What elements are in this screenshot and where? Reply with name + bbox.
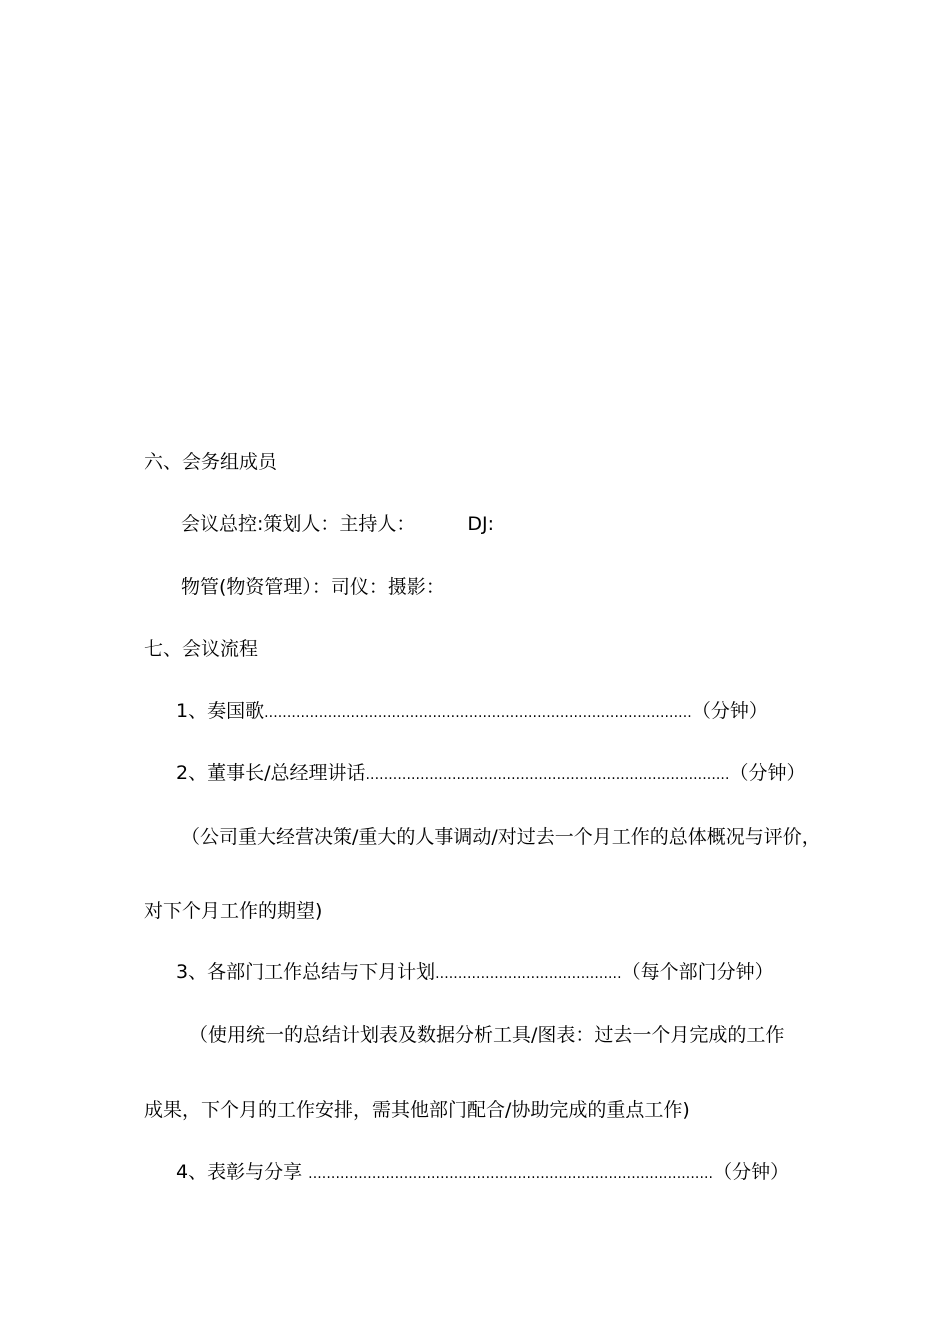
- agenda-item-duration: （每个部门分钟）: [621, 961, 774, 983]
- section-heading-6: 六、会务组成员: [144, 451, 278, 473]
- agenda-item-2: [176, 761, 806, 787]
- agenda-item-duration: （分钟）: [729, 762, 806, 784]
- agenda-item-label: 4、表彰与分享: [176, 1161, 309, 1183]
- agenda-item-duration: （分钟）: [713, 1161, 790, 1183]
- agenda-note-2-line-2: 对下个月工作的期望): [144, 900, 323, 922]
- agenda-note-3-line-2: 成果，下个月的工作安排，需其他部门配合/协助完成的重点工作): [144, 1099, 690, 1121]
- section-heading-7: 七、会议流程: [144, 638, 259, 660]
- dot-leader: .........................................: [435, 966, 622, 982]
- dot-leader: ..............................................................................................: [264, 705, 692, 721]
- staff-roles-1: 会议总控:策划人：主持人：: [181, 513, 416, 535]
- dot-leader: ................................................................................: [365, 767, 730, 783]
- agenda-item-label: 2、董事长/总经理讲话: [176, 762, 366, 784]
- staff-row-1: [181, 512, 494, 536]
- agenda-item-duration: （分钟）: [691, 700, 768, 722]
- agenda-item-4: [176, 1160, 796, 1186]
- agenda-note-3-line-1: （使用统一的总结计划表及数据分析工具/图表：过去一个月完成的工作: [189, 1024, 785, 1046]
- agenda-item-1: [176, 699, 776, 725]
- agenda-item-label: 1、奏国歌: [176, 700, 265, 722]
- dot-leader: .........................................................................................: [308, 1166, 714, 1182]
- agenda-note-2-line-1: （公司重大经营决策/重大的人事调动/对过去一个月工作的总体概况与评价，: [181, 826, 821, 848]
- agenda-item-label: 3、各部门工作总结与下月计划: [176, 961, 436, 983]
- staff-role-dj: DJ:: [467, 513, 495, 535]
- staff-row-2: 物管(物资管理）：司仪：摄影：: [181, 576, 445, 598]
- agenda-item-3: [176, 960, 796, 986]
